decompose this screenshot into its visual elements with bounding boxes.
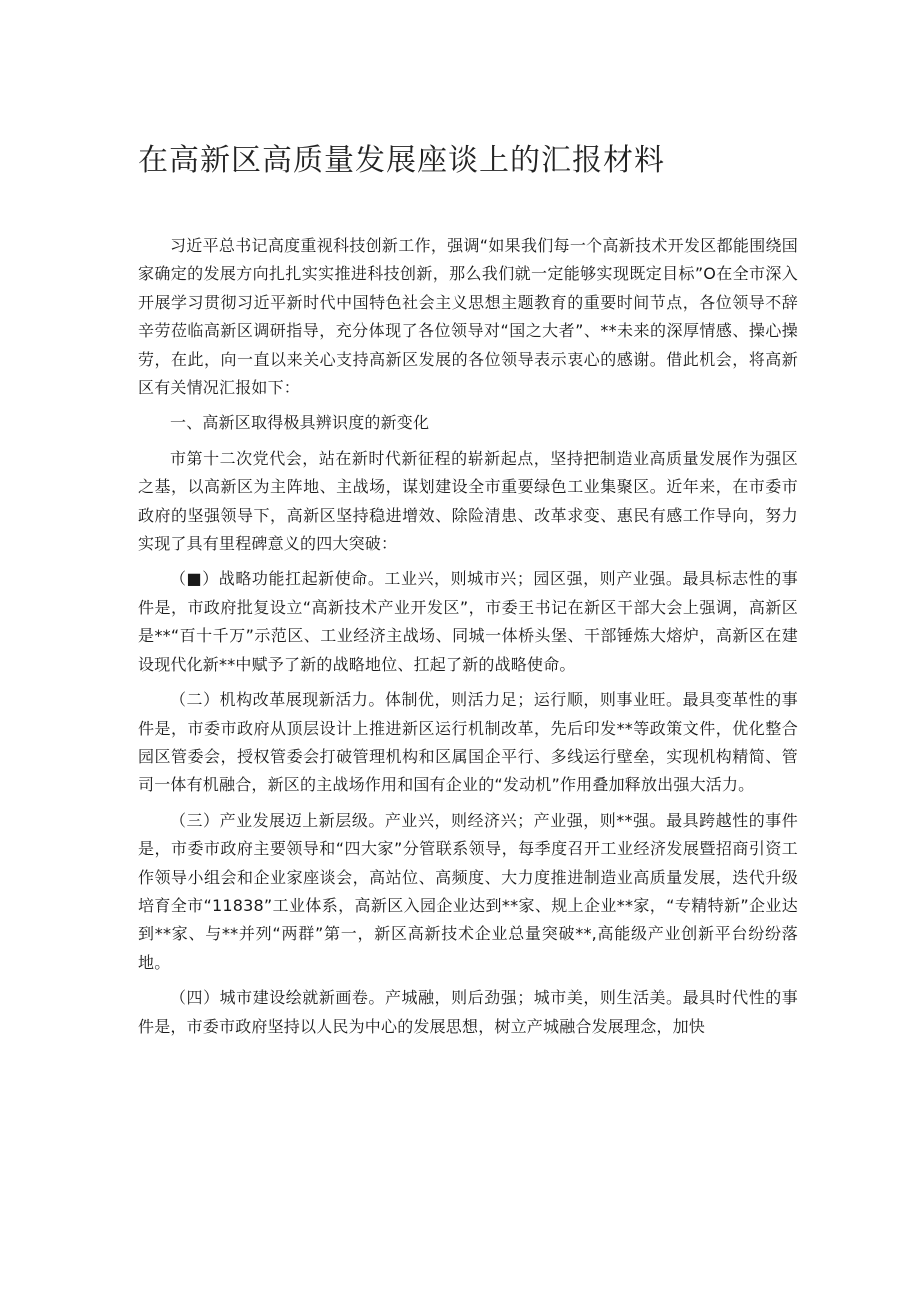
breakthrough-2-paragraph: （二）机构改革展现新活力。体制优，则活力足；运行顺，则事业旺。最具变革性的事件是，市委市政府从顶层设计上推进新区运行机制改革，先后印发**等政策文件，优化整合园区管委会，授权管委会打破管理机构和区属国企平行、多线运行壁垒，实现机构精简、管司一体有机融合，新区的主战场作用和国有企业的“发动机”作用叠加释放出强大活力。	[138, 690, 798, 795]
breakthrough-4-paragraph: （四）城市建设绘就新画卷。产城融，则后劲强；城市美，则生活美。最具时代性的事件是，市委市政府坚持以人民为中心的发展思想，树立产城融合发展理念，加快	[138, 988, 798, 1036]
document-body	[138, 232, 798, 1048]
breakthrough-3-paragraph: （三）产业发展迈上新层级。产业兴，则经济兴；产业强，则**强。最具跨越性的事件是，市委市政府主要领导和“四大家”分管联系领导，每季度召开工业经济发展暨招商引资工作领导小组会和企业家座谈会，高站位、高频度、大力度推进制造业高质量发展，迭代升级培育全市“11838”工业体系，高新区入园企业达到**家、规上企业**家，“专精特新”企业达到**家、与**并列“两群”第一，新区高新技术企业总量突破**,高能级产业创新平台纷纷落地。	[138, 810, 798, 972]
breakthrough-1-paragraph: （■）战略功能扛起新使命。工业兴，则城市兴；园区强，则产业强。最具标志性的事件是，市政府批复设立“高新技术产业开发区”，市委王书记在新区干部大会上强调，高新区是**“百十千万”示范区、工业经济主战场、同城一体桥头堡、干部锤炼大熔炉，高新区在建设现代化新**中赋予了新的战略地位、扛起了新的战略使命。	[138, 569, 798, 674]
document-title: 在高新区高质量发展座谈上的汇报材料	[138, 143, 665, 178]
intro-paragraph: 习近平总书记高度重视科技创新工作，强调“如果我们每一个高新技术开发区都能围绕国家确定的发展方向扎扎实实推进科技创新，那么我们就一定能够实现既定目标”O在全市深入开展学习贯彻习近平新时代中国特色社会主义思想主题教育的重要时间节点，各位领导不辞辛劳莅临高新区调研指导，充分体现了各位领导对“国之大者”、**未来的深厚情感、操心操劳，在此，向一直以来关心支持高新区发展的各位领导表示衷心的感谢。借此机会，将高新区有关情况汇报如下：	[138, 236, 798, 398]
section-intro-paragraph: 市第十二次党代会，站在新时代新征程的崭新起点，坚持把制造业高质量发展作为强区之基，以高新区为主阵地、主战场，谋划建设全市重要绿色工业集聚区。近年来，在市委市政府的坚强领导下，高新区坚持稳进增效、除险清患、改革求变、惠民有感工作导向，努力实现了具有里程碑意义的四大突破：	[138, 448, 798, 554]
section-heading: 一、高新区取得极具辨识度的新变化	[170, 413, 430, 433]
